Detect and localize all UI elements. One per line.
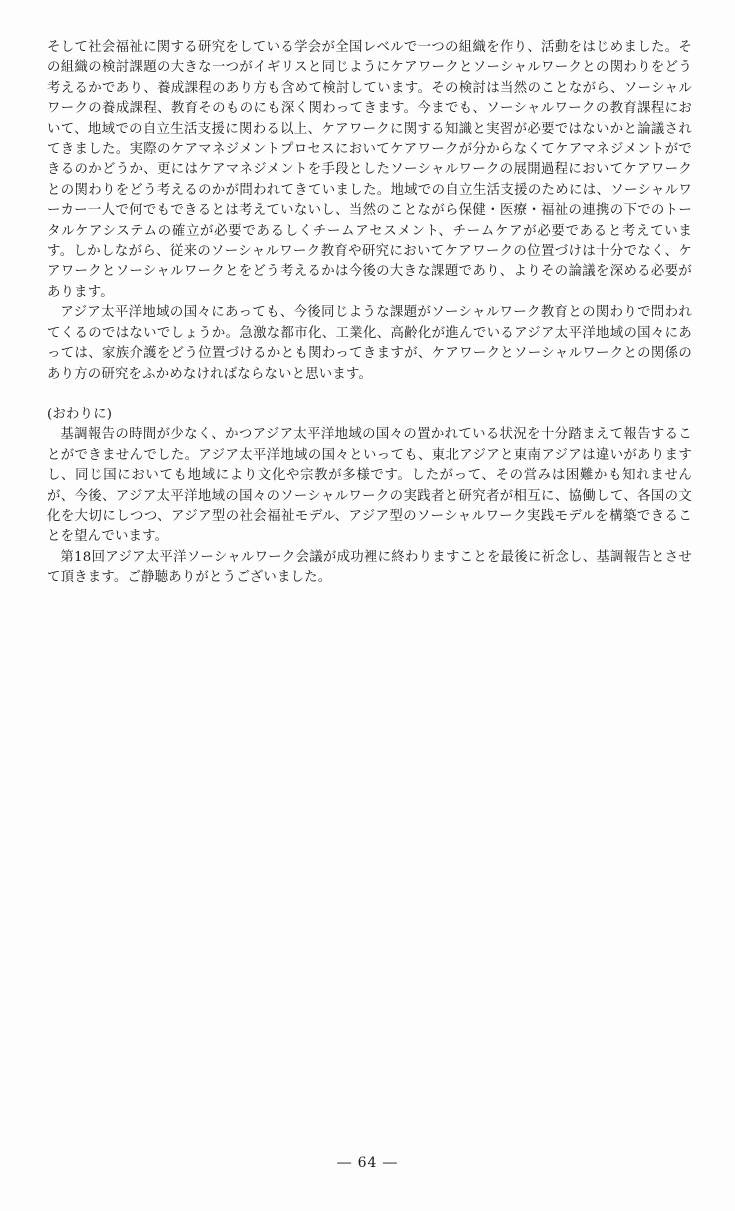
paragraph-closing: 第18回アジア太平洋ソーシャルワーク会議が成功裡に終わりますことを最後に祈念し、基調報告とさせて頂きます。ご静聴ありがとうございました。 <box>47 549 692 586</box>
paragraph-continuation: そして社会福祉に関する研究をしている学会が全国レベルで一つの組織を作り、活動をはじめました。その組織の検討課題の大きな一つがイギリスと同じようにケアワークとソーシャルワークとの関わりをどう考えるかであり、養成課程のあり方も含めて検討しています。その検討は当然のことながら、ソーシャルワークの養成課程、教育そのものにも深く関わってきます。今までも、ソーシャルワークの教育課程において、地域での自立生活支援に関わる以上、ケアワークに関する知識と実習が必要ではないかと論議されてきました。実際のケアマネジメントプロセスにおいてケアワークが分からなくてケアマネジメントができるのかどうか、更にはケアマネジメントを手段としたソーシャルワークの展開過程においてケアワークとの関わりをどう考えるのかが問われてきていました。地域での自立生活支援のためには、ソーシャルワーカー一人で何でもできるとは考えていないし、当然のことながら保健・医療・福祉の連携の下でのトータルケアシステムの確立が必要であるしくチームアセスメント、チームケアが必要であると考えています。しかしながら、従来のソーシャルワーク教育や研究においてケアワークの位置づけは十分でなく、ケアワークとソーシャルワークとをどう考えるかは今後の大きな課題であり、よりその論議を深める必要があります。 <box>47 40 692 300</box>
paragraph-gap <box>47 385 692 405</box>
page-number: ― 64 ― <box>337 1155 398 1171</box>
paragraph-conclusion: 基調報告の時間が少なく、かつアジア太平洋地域の国々の置かれている状況を十分踏まえて報告することができませんでした。アジア太平洋地域の国々といっても、東北アジアと東南アジアは違いがありますし、同じ国においても地域により文化や宗教が多様です。したがって、その営みは困難かも知れませんが、今後、アジア太平洋地域の国々のソーシャルワークの実践者と研究者が相互に、協働して、各国の文化を大切にしつつ、アジア型の社会福祉モデル、アジア型のソーシャルワーク実践モデルを構築できることを望んでいます。 <box>47 427 692 545</box>
section-heading-conclusion: (おわりに) <box>47 406 113 422</box>
body-text <box>47 38 692 589</box>
paragraph-asia-pacific: アジア太平洋地域の国々にあっても、今後同じような課題がソーシャルワーク教育との関わりで問われてくるのではないでしょうか。急激な都市化、工業化、高齢化が進んでいるアジア太平洋地域の国々にあっては、家族介護をどう位置づけるかとも関わってきますが、ケアワークとソーシャルワークとの関係のあり方の研究をふかめなければならないと思います。 <box>47 305 692 382</box>
